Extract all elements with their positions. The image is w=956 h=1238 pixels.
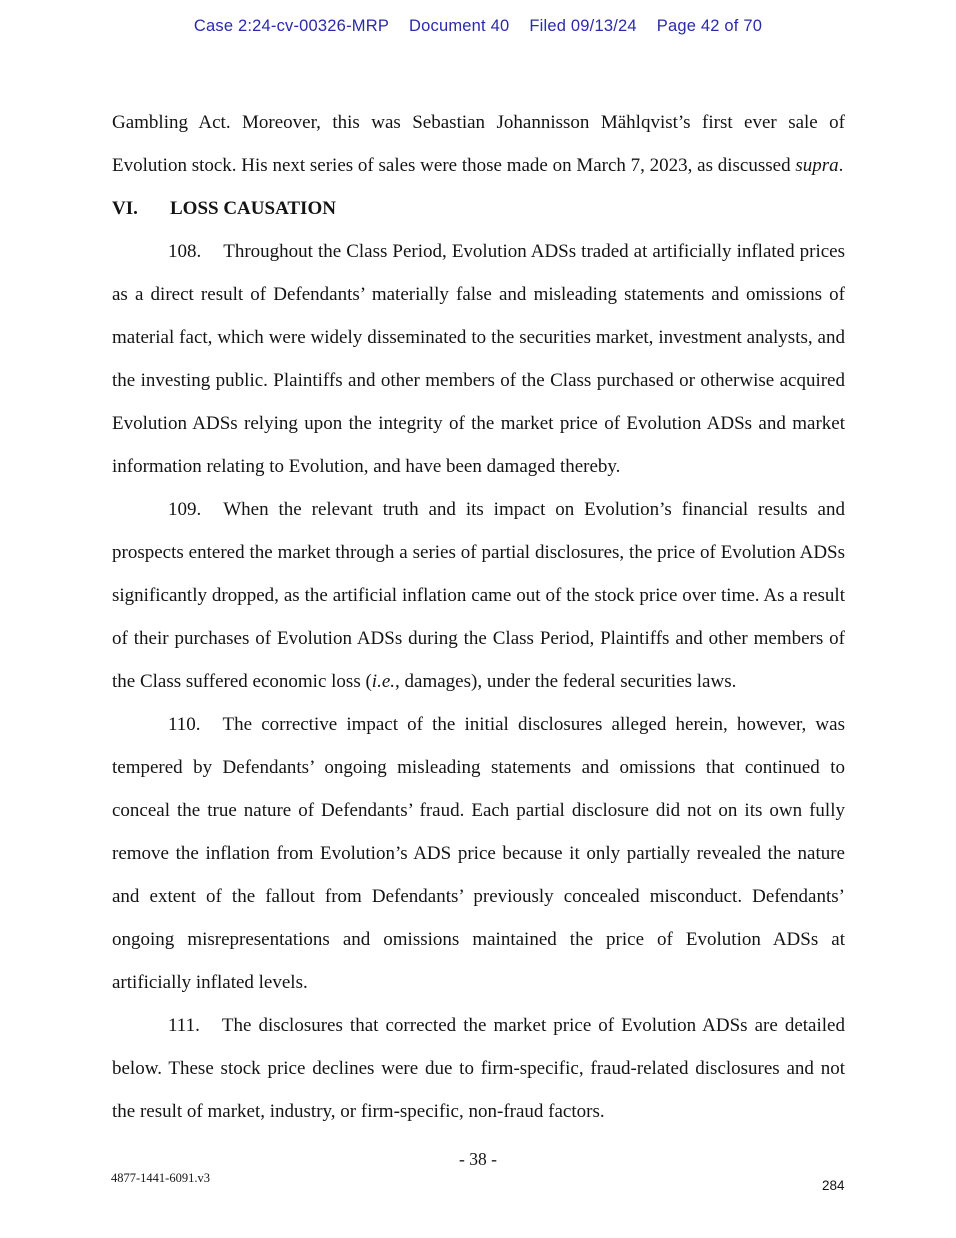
document-id-stamp: 4877-1441-6091.v3 (111, 1171, 210, 1185)
section-number: VI. (112, 198, 138, 219)
italic-text: supra (795, 155, 839, 176)
text-run: Gambling Act. Moreover, this was Sebastian Johannisson Mählqvist’s first ever sale of Evolution stock. His next series of sales were those made on March 7, 2023, as discussed (112, 112, 845, 176)
text-run: , damages), under the federal securities laws. (395, 671, 737, 692)
document-paragraph (112, 1004, 845, 1133)
document-paragraph (112, 101, 845, 187)
case-number: Case 2:24-cv-00326-MRP (193, 17, 390, 35)
text-run: . (838, 155, 844, 176)
paragraph-number: 108. (168, 241, 202, 262)
filed-date: Filed 09/13/24 (529, 17, 637, 35)
case-header (0, 17, 956, 36)
section-heading (112, 187, 845, 230)
text-run: The corrective impact of the initial disclosures alleged herein, however, was tempered by Defendants’ ongoing misleading statements and omissions that continued to conceal the true nature of Defendants’ fraud. Each partial disclosure did not on its own fully remove the inflation from Evolution’s ADS price because it only partially revealed the nature and extent of the fallout from Defendants’ previously concealed misconduct. Defendants’ ongoing misrepresentations and omissions maintained the price of Evolution ADSs at artificially inflated levels. (112, 714, 845, 993)
corner-page-number: 284 (822, 1178, 845, 1193)
paragraph-number: 111. (168, 1015, 200, 1036)
text-run: When the relevant truth and its impact on Evolution’s financial results and prospects entered the market through a series of partial disclosures, the price of Evolution ADSs significantly dropped, as the artificial inflation came out of the stock price over time. As a result of their purchases of Evolution ADSs during the Class Period, Plaintiffs and other members of the Class suffered economic loss ( (112, 499, 845, 692)
document-paragraph (112, 703, 845, 1004)
text-run: The disclosures that corrected the market price of Evolution ADSs are detailed below. These stock price declines were due to firm-specific, fraud-related disclosures and not the result of market, industry, or firm-specific, non-fraud factors. (112, 1015, 845, 1122)
paragraph-number: 109. (168, 499, 202, 520)
document-body (112, 101, 845, 1133)
document-number: Document 40 (409, 17, 510, 35)
paragraph-number: 110. (168, 714, 201, 735)
document-paragraph (112, 488, 845, 703)
italic-text: i.e. (371, 671, 396, 692)
section-title: LOSS CAUSATION (170, 198, 336, 219)
page-of-count: Page 42 of 70 (656, 17, 763, 35)
text-run: Throughout the Class Period, Evolution ADSs traded at artificially inflated prices as a direct result of Defendants’ materially false and misleading statements and omissions of material fact, which were widely disseminated to the securities market, investment analysts, and the investing public. Plaintiffs and other members of the Class purchased or otherwise acquired Evolution ADSs relying upon the integrity of the market price of Evolution ADSs and market information relating to Evolution, and have been damaged thereby. (112, 241, 845, 477)
page-number: - 38 - (459, 1149, 497, 1169)
document-paragraph (112, 230, 845, 488)
